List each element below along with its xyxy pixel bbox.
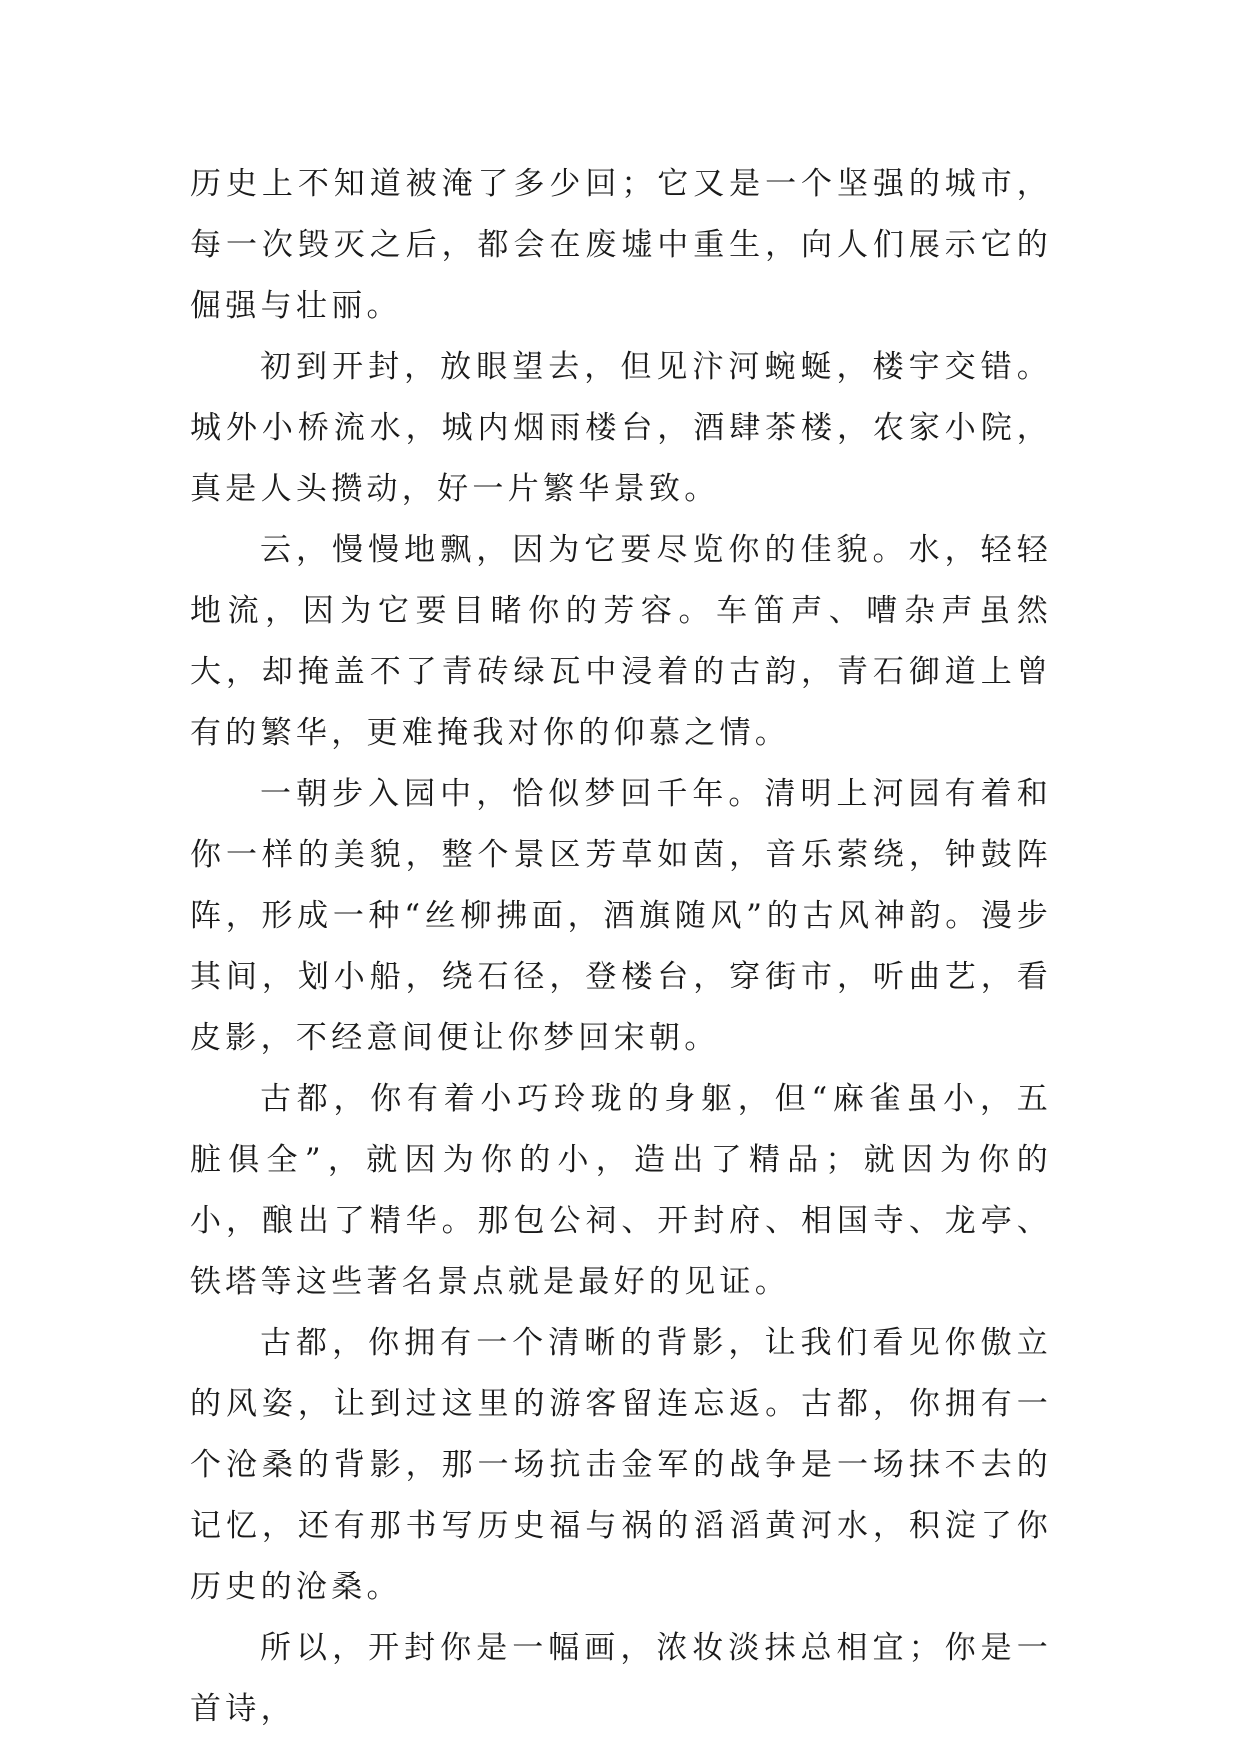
paragraph-2: 初到开封，放眼望去，但见汴河蜿蜒，楼宇交错。城外小桥流水，城内烟雨楼台，酒肆茶楼，农家小院，真是人头攒动，好一片繁华景致。 bbox=[190, 349, 1052, 507]
paragraph-1: 历史上不知道被淹了多少回；它又是一个坚强的城市，每一次毁灭之后，都会在废墟中重生，向人们展示它的倔强与壮丽。 bbox=[190, 166, 1052, 324]
document-body bbox=[190, 154, 1052, 1740]
paragraph-7: 所以，开封你是一幅画，浓妆淡抹总相宜；你是一首诗， bbox=[190, 1630, 1052, 1727]
paragraph-5: 古都，你有着小巧玲珑的身躯，但“麻雀虽小，五脏俱全”，就因为你的小，造出了精品；就因为你的小，酿出了精华。那包公祠、开封府、相国寺、龙亭、铁塔等这些著名景点就是最好的见证。 bbox=[190, 1081, 1052, 1300]
paragraph-3: 云，慢慢地飘，因为它要尽览你的佳貌。水，轻轻地流，因为它要目睹你的芳容。车笛声、嘈杂声虽然大，却掩盖不了青砖绿瓦中浸着的古韵，青石御道上曾有的繁华，更难掩我对你的仰慕之情。 bbox=[190, 532, 1052, 751]
paragraph-6: 古都，你拥有一个清晰的背影，让我们看见你傲立的风姿，让到过这里的游客留连忘返。古都，你拥有一个沧桑的背影，那一场抗击金军的战争是一场抹不去的记忆，还有那书写历史福与祸的滔滔黄河水，积淀了你历史的沧桑。 bbox=[190, 1325, 1052, 1605]
paragraph-4: 一朝步入园中，恰似梦回千年。清明上河园有着和你一样的美貌，整个景区芳草如茵，音乐萦绕，钟鼓阵阵，形成一种“丝柳拂面，酒旗随风”的古风神韵。漫步其间，划小船，绕石径，登楼台，穿街市，听曲艺，看皮影，不经意间便让你梦回宋朝。 bbox=[190, 776, 1052, 1056]
